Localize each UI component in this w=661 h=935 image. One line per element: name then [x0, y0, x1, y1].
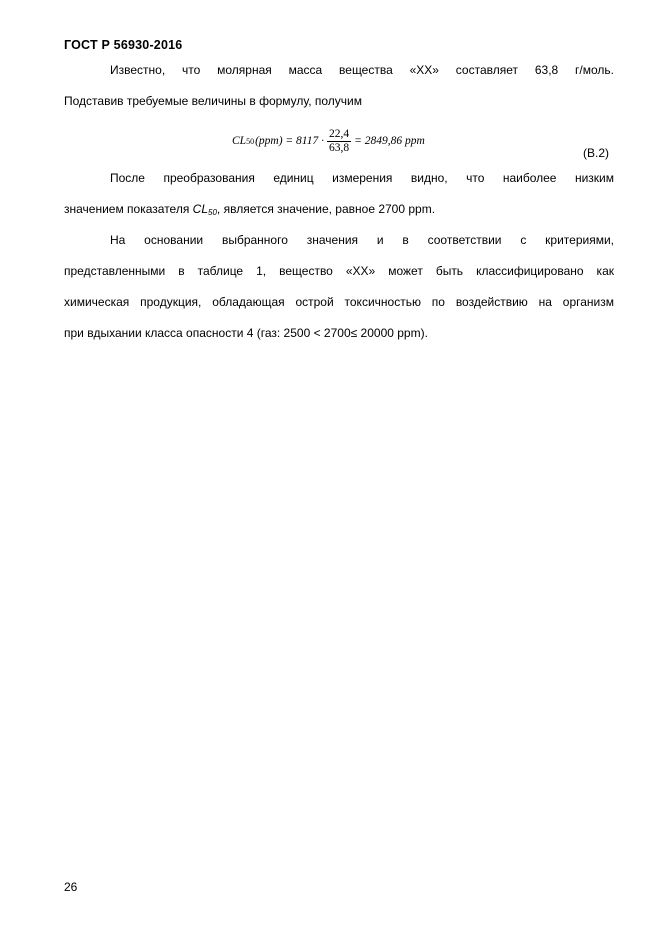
equation-number: (В.2) — [583, 146, 610, 160]
paragraph-2-line-1 — [64, 163, 614, 194]
formula-denominator: 63,8 — [328, 141, 350, 154]
paragraph-2-line-2 — [64, 194, 614, 228]
paragraph-1-line-1-text: Известно, что молярная масса вещества «XX» составляет 63,8 г/моль. — [110, 63, 614, 77]
paragraph-3-line-3: химическая продукция, обладающая острой токсичностью по воздействию на организм — [64, 295, 614, 309]
formula-lhs-unit: (ppm) = 8117 · — [255, 135, 324, 147]
formula-lhs-var: CL — [232, 135, 247, 147]
paragraph-2-cl-sub: 50 — [208, 208, 217, 217]
paragraph-2-cl-var — [193, 202, 217, 216]
formula-numerator: 22,4 — [328, 127, 350, 140]
page-number: 26 — [64, 880, 78, 894]
paragraph-2-cl-var-text: CL — [192, 202, 209, 216]
paragraph-2-line-2-post: , является значение, равное 2700 ppm. — [216, 202, 436, 216]
document-header: ГОСТ Р 56930-2016 — [64, 38, 183, 52]
paragraph-3-line-2: представленными в таблице 1, вещество «XX» может быть классифицировано как — [64, 264, 614, 278]
paragraph-2-line-2-pre: значением показателя — [64, 202, 193, 216]
formula-b2 — [232, 124, 425, 158]
paragraph-3-line-4: при вдыхании класса опасности 4 (газ: 2500 < 2700≤ 20000 ppm). — [64, 326, 428, 340]
paragraph-3-line-1-text: На основании выбранного значения и в соответствии с критериями, — [110, 233, 614, 247]
paragraph-1-line-1 — [64, 55, 614, 86]
paragraph-3-line-1 — [64, 225, 614, 256]
formula-rhs: = 2849,86 ppm — [354, 135, 425, 147]
formula-lhs-sub: 50 — [246, 136, 255, 146]
paragraph-1-line-2: Подставив требуемые величины в формулу, получим — [64, 94, 362, 108]
formula-fraction — [327, 128, 351, 155]
paragraph-2-line-1-text: После преобразования единиц измерения видно, что наиболее низким — [110, 171, 614, 185]
